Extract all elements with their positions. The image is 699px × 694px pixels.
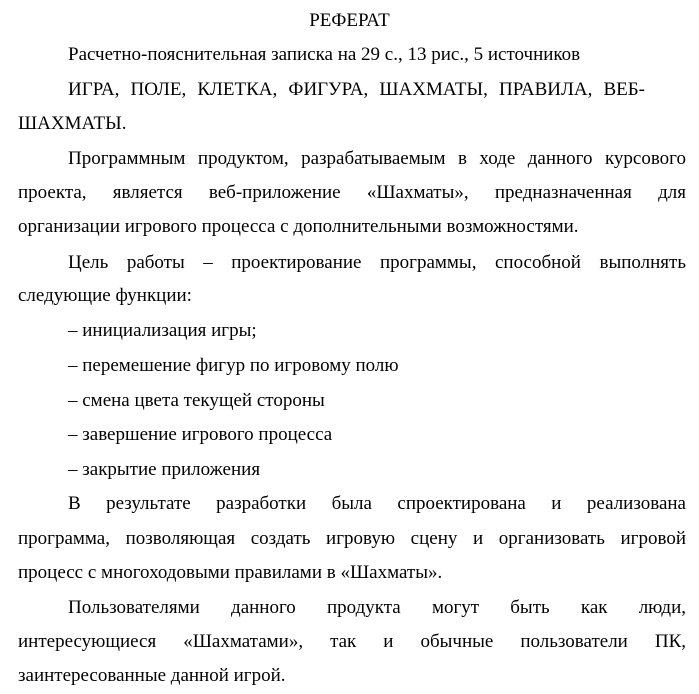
function-item: – завершение игрового процесса xyxy=(68,424,333,445)
keywords-line-2: ШАХМАТЫ. xyxy=(18,113,127,134)
paragraph-2-line-2: следующие функции: xyxy=(18,285,192,306)
function-item: – перемешение фигур по игровому полю xyxy=(68,355,399,376)
paragraph-4-line-3: заинтересованные данной игрой. xyxy=(18,665,286,686)
keywords-line-1: ИГРА, ПОЛЕ, КЛЕТКА, ФИГУРА, ШАХМАТЫ, ПРАВИЛА, ВЕБ- xyxy=(68,79,645,100)
paragraph-1-line-1: Программным продуктом, разрабатываемым в ходе данного курсового xyxy=(68,148,686,169)
paragraph-3-line-3: процесс с многоходовыми правилами в «Шахматы». xyxy=(18,562,443,583)
paragraph-2-line-1: Цель работы – проектирование программы, способной выполнять xyxy=(68,252,686,273)
paragraph-1-line-3: организации игрового процесса с дополнительными возможностями. xyxy=(18,216,579,237)
summary-line: Расчетно-пояснительная записка на 29 с., 13 рис., 5 источников xyxy=(68,44,581,65)
paragraph-3-line-2: программа, позволяющая создать игровую сцену и организовать игровой xyxy=(18,528,686,549)
page-title: РЕФЕРАТ xyxy=(309,10,390,31)
paragraph-4-line-1: Пользователями данного продукта могут быть как люди, xyxy=(68,597,686,618)
paragraph-1-line-2: проекта, является веб-приложение «Шахматы», предназначенная для xyxy=(18,182,686,203)
function-item: – закрытие приложения xyxy=(68,459,261,480)
paragraph-3-line-1: В результате разработки была спроектирована и реализована xyxy=(68,493,686,514)
function-item: – инициализация игры; xyxy=(68,320,257,341)
function-item: – смена цвета текущей стороны xyxy=(68,390,325,411)
paragraph-4-line-2: интересующиеся «Шахматами», так и обычные пользователи ПК, xyxy=(18,631,686,652)
